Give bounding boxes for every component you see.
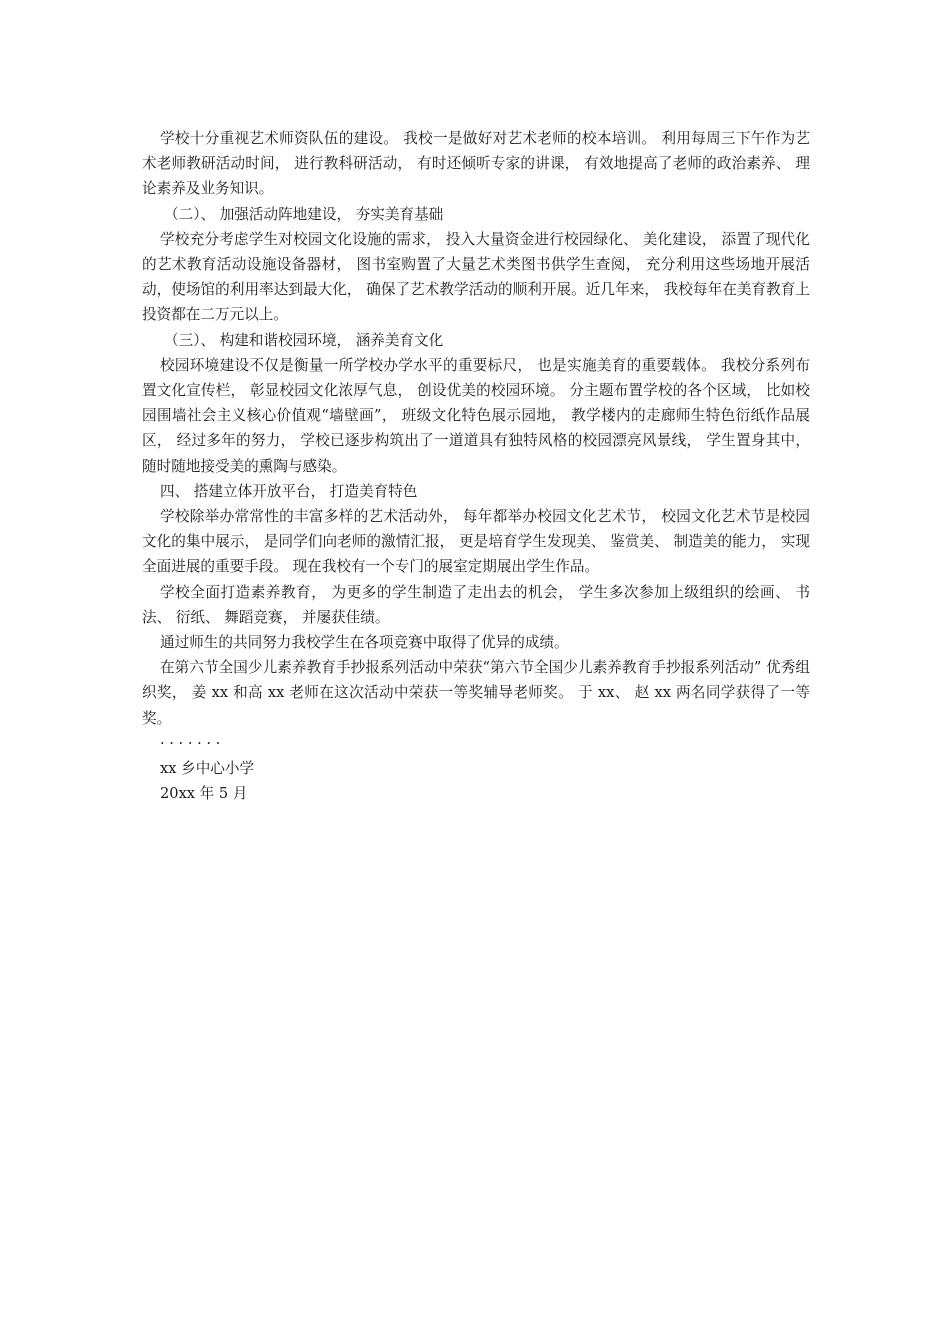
paragraph-competitions: 学校全面打造素养教育， 为更多的学生制造了走出去的机会， 学生多次参加上级组织的绘画、 书法、 衍纸、 舞蹈竞赛， 并屡获佳绩。 bbox=[142, 583, 810, 626]
signature-school-name: xx 乡中心小学 bbox=[160, 760, 255, 778]
section-heading-activity-venue: （二）、 加强活动阵地建设， 夯实美育基础 bbox=[164, 205, 444, 223]
paragraph-facilities: 学校充分考虑学生对校园文化设施的需求， 投入大量资金进行校园绿化、 美化建设， 添置了现代化的艺术教育活动设施设备器材， 图书室购置了大量艺术类图书供学生查阅， 充分利用这些场地开展活动，使场馆的利用率达到最大化， 确保了艺术教学活动的顺利开展。近几年来， 我校每年在美育教育上投资都在二万元以上。 bbox=[142, 230, 810, 324]
section-heading-open-platform: 四、 搭建立体开放平台， 打造美育特色 bbox=[160, 482, 418, 500]
section-heading-campus-environment: （三）、 构建和谐校园环境， 涵养美育文化 bbox=[164, 331, 444, 349]
paragraph-campus-environment: 校园环境建设不仅是衡量一所学校办学水平的重要标尺， 也是实施美育的重要载体。 我校分系列布置文化宣传栏， 彰显校园文化浓厚气息， 创设优美的校园环境。 分主题布置学校的各个区域， 比如校园围墙社会主义核心价值观“墙壁画”， 班级文化特色展示园地， 教学楼内的走廊师生特色衍纸作品展区， 经过多年的努力， 学校已逐步构筑出了一道道具有独特风格的校园漂亮风景线， 学生置身其中， 随时随地接受美的熏陶与感染。 bbox=[142, 356, 810, 475]
paragraph-achievements: 通过师生的共同努力我校学生在各项竞赛中取得了优异的成绩。 bbox=[160, 634, 569, 652]
signature-date: 20xx 年 5 月 bbox=[160, 785, 248, 803]
paragraph-art-festival: 学校除举办常常性的丰富多样的艺术活动外， 每年都举办校园文化艺术节， 校园文化艺术节是校园文化的集中展示， 是同学们向老师的激情汇报， 更是培育学生发现美、 鉴赏美、 制造美的能力， 实现全面进展的重要手段。 现在我校有一个专门的展室定期展出学生作品。 bbox=[142, 508, 810, 576]
document-body bbox=[142, 126, 810, 806]
ellipsis-line: · · · · · · · bbox=[160, 734, 221, 752]
paragraph-awards: 在第六节全国少儿素养教育手抄报系列活动中荣获“第六节全国少儿素养教育手抄报系列活动” 优秀组织奖， 姜 xx 和高 xx 老师在这次活动中荣获一等奖辅导老师奖。 于 xx、 赵 xx 两名同学获得了一等奖。 bbox=[142, 659, 810, 727]
paragraph-teacher-training: 学校十分重视艺术师资队伍的建设。 我校一是做好对艺术老师的校本培训。 利用每周三下午作为艺术老师教研活动时间， 进行教科研活动， 有时还倾听专家的讲课， 有效地提高了老师的政治素养、 理论素养及业务知识。 bbox=[142, 130, 810, 198]
